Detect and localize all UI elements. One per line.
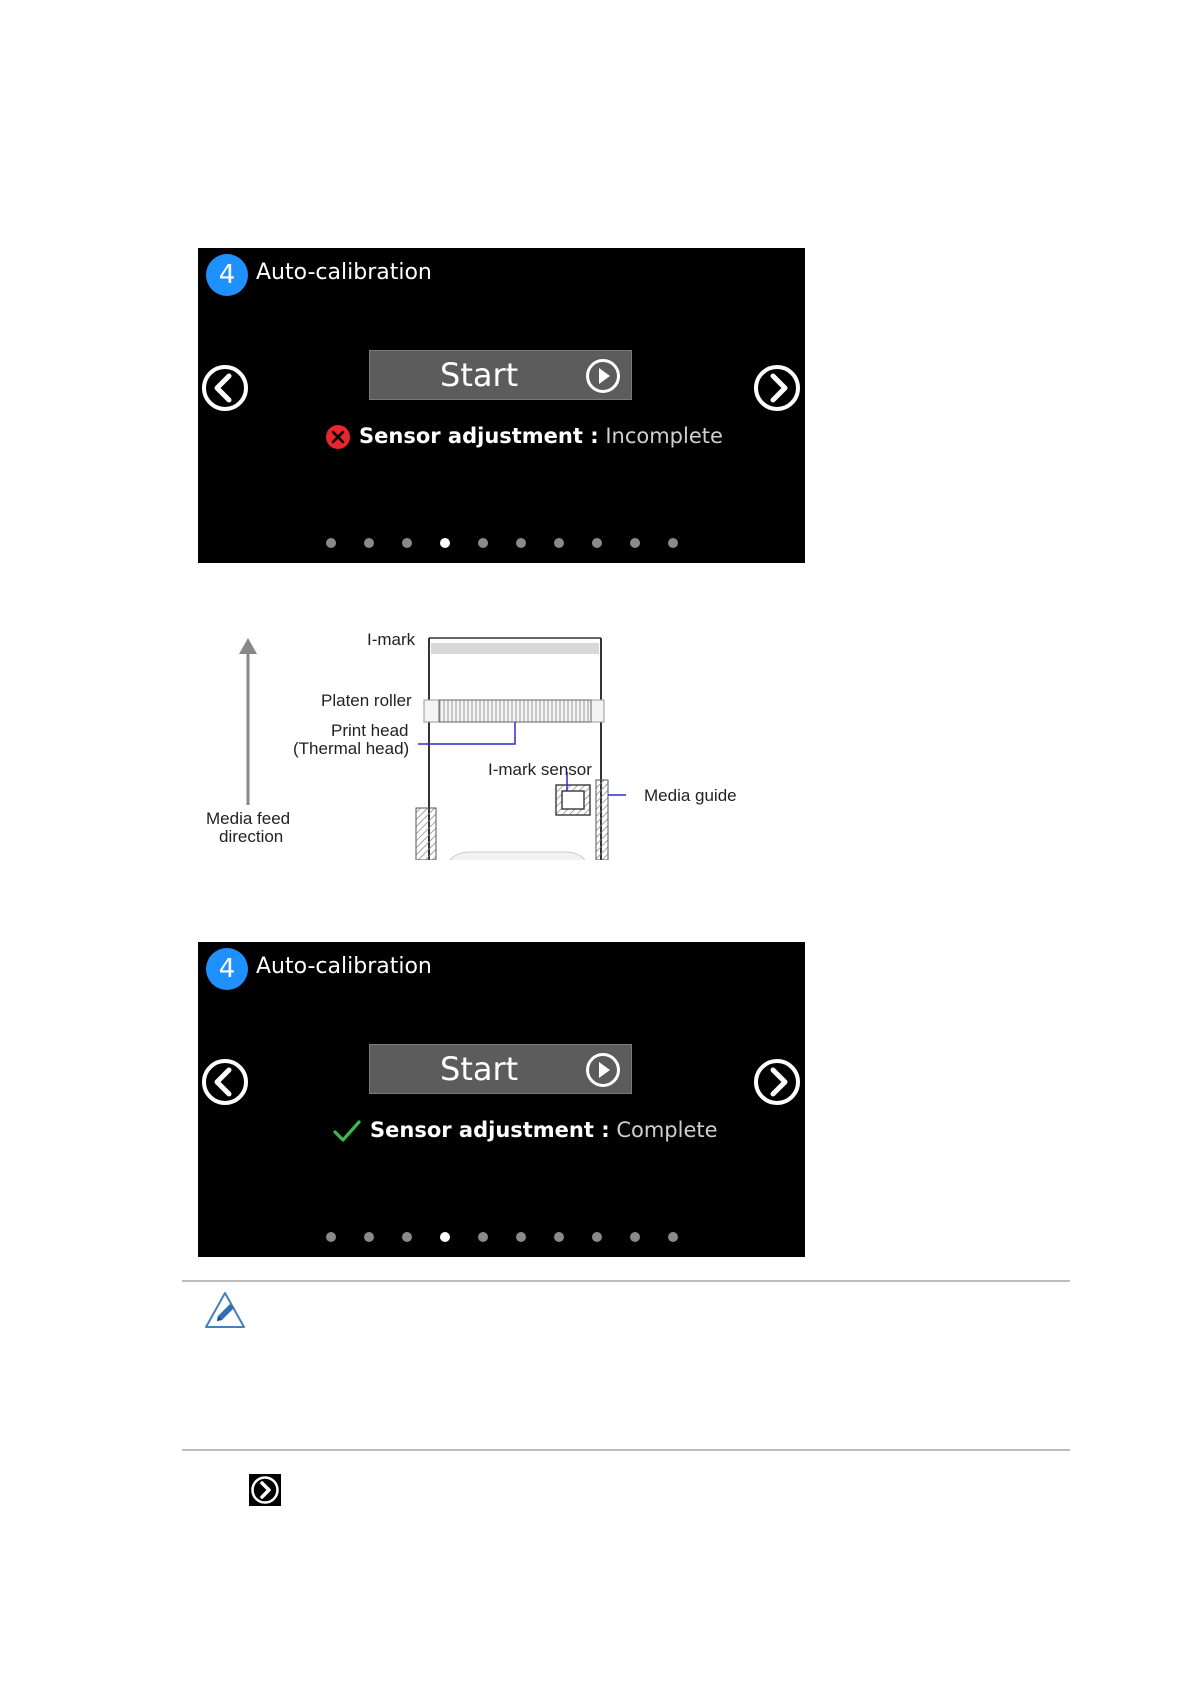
page-dot — [402, 1232, 412, 1242]
chevron-right-icon[interactable] — [752, 1057, 802, 1107]
status-label: Sensor adjustment : — [359, 424, 599, 448]
page-dot — [364, 1232, 374, 1242]
page-dot — [478, 538, 488, 548]
page-dot — [554, 538, 564, 548]
start-button[interactable] — [369, 1044, 632, 1094]
label-thermal-head: (Thermal head) — [293, 739, 410, 758]
step-number-badge: 4 — [206, 254, 248, 296]
chevron-left-icon[interactable] — [200, 1057, 250, 1107]
page-dot — [592, 538, 602, 548]
page-indicator — [198, 1232, 805, 1244]
note-divider-bottom — [182, 1449, 1070, 1451]
play-icon — [585, 1052, 621, 1088]
page-dot — [630, 538, 640, 548]
label-media-feed: Media feed — [206, 809, 291, 828]
page-dot — [402, 538, 412, 548]
chevron-left-icon[interactable] — [200, 363, 250, 413]
page-dot — [516, 1232, 526, 1242]
label-i-mark-sensor: I-mark sensor — [488, 760, 592, 779]
checkmark-icon — [332, 1118, 362, 1144]
status-label: Sensor adjustment : — [370, 1118, 610, 1142]
page-dot — [326, 538, 336, 548]
chevron-right-icon[interactable] — [752, 363, 802, 413]
auto-calibration-screen-incomplete — [198, 248, 805, 563]
page-indicator — [198, 538, 805, 550]
label-direction: direction — [219, 827, 284, 846]
i-mark-sensor-diagram — [195, 630, 755, 860]
status-value: Complete — [616, 1118, 718, 1142]
page-dot — [668, 538, 678, 548]
chevron-right-circle-icon[interactable] — [249, 1474, 281, 1506]
note-divider-top — [182, 1280, 1070, 1282]
start-button-label: Start — [440, 356, 519, 394]
page-dot — [326, 1232, 336, 1242]
label-media-guide: Media guide — [644, 786, 737, 805]
page-dot — [630, 1232, 640, 1242]
error-x-icon — [325, 424, 351, 450]
pencil-note-icon — [203, 1290, 247, 1330]
start-button-label: Start — [440, 1050, 519, 1088]
page-dot — [554, 1232, 564, 1242]
screen-title: Auto-calibration — [256, 954, 432, 979]
status-value: Incomplete — [605, 424, 723, 448]
sensor-adjustment-status — [325, 420, 723, 452]
screen-title: Auto-calibration — [256, 260, 432, 285]
page-dot — [592, 1232, 602, 1242]
page-dot-active — [440, 1232, 450, 1242]
page-dot — [668, 1232, 678, 1242]
page-dot-active — [440, 538, 450, 548]
label-print-head: Print head — [331, 721, 409, 740]
start-button[interactable] — [369, 350, 632, 400]
auto-calibration-screen-complete — [198, 942, 805, 1257]
label-i-mark: I-mark — [367, 630, 416, 649]
label-platen-roller: Platen roller — [321, 691, 412, 710]
page-dot — [516, 538, 526, 548]
step-number-badge: 4 — [206, 948, 248, 990]
play-icon — [585, 358, 621, 394]
page-dot — [364, 538, 374, 548]
page-dot — [478, 1232, 488, 1242]
sensor-adjustment-status — [332, 1114, 718, 1146]
